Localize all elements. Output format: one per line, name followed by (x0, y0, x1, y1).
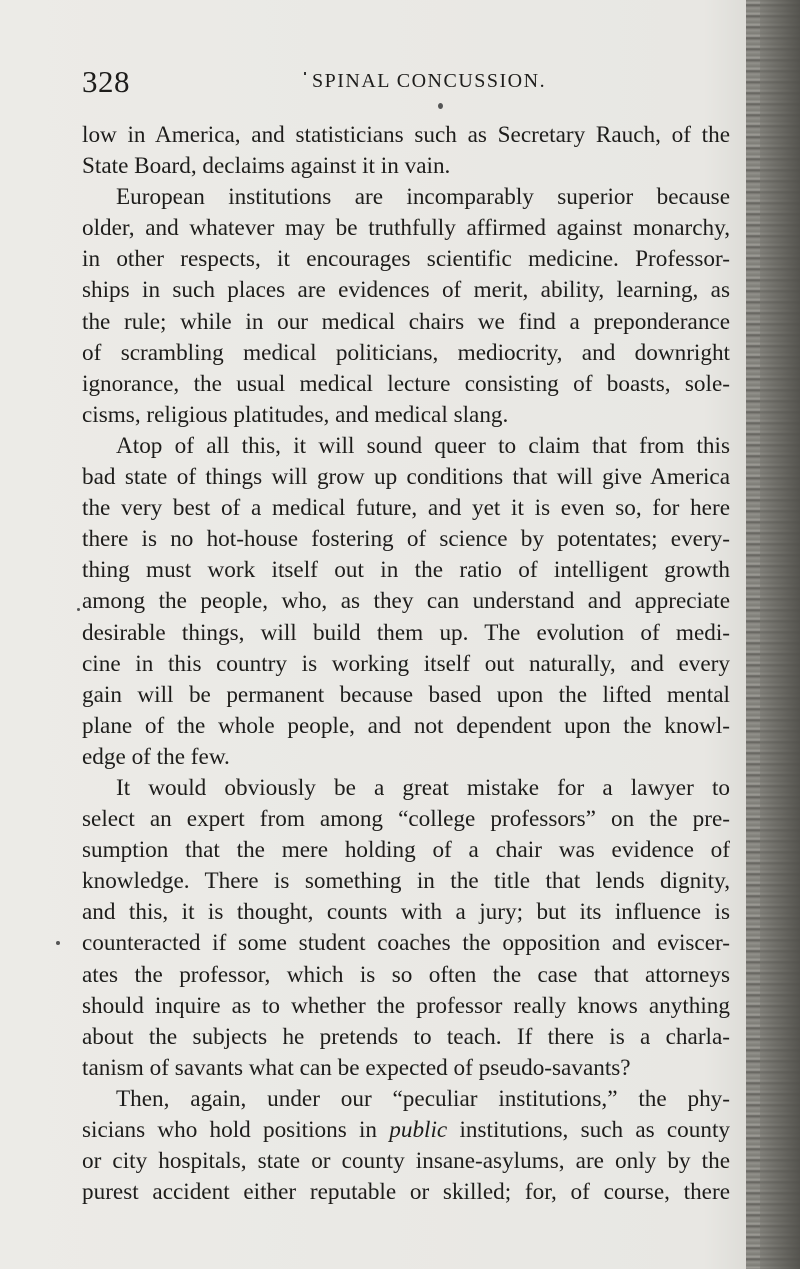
text-line: tanism of savants what can be expected of pseudo-savants? (82, 1054, 631, 1081)
text-run: institutions, such as county (447, 1117, 730, 1143)
text-line: Then, again, under our “peculiar institutions,” the phy- (116, 1085, 730, 1112)
text-line: State Board, declaims against it in vain. (82, 153, 451, 180)
text-line: there is no hot-house fostering of science by potentates; every- (82, 526, 730, 553)
text-line: sumption that the mere holding of a chair was evidence of (82, 837, 730, 864)
text-line: thing must work itself out in the ratio of intelligent growth (82, 557, 730, 584)
text-line: the very best of a medical future, and yet it is even so, for here (82, 495, 730, 522)
text-line: gain will be permanent because based upon the lifted mental (82, 681, 730, 708)
text-line: knowledge. There is something in the title that lends dignity, (82, 868, 730, 895)
text-line: cine in this country is working itself out naturally, and every (82, 650, 730, 677)
text-line: select an expert from among “college professors” on the pre- (82, 806, 730, 833)
text-run: sicians who hold positions in (82, 1117, 390, 1143)
text-line: ignorance, the usual medical lecture consisting of boasts, sole- (82, 370, 730, 397)
text-line: about the subjects he pretends to teach. If there is a charla- (82, 1023, 730, 1050)
page-edge-shadow (746, 0, 800, 1269)
page-header (82, 64, 722, 100)
text-line: It would obviously be a great mistake for a lawyer to (116, 774, 730, 801)
text-line: of scrambling medical politicians, mediocrity, and downright (82, 339, 730, 366)
text-line: among the people, who, as they can understand and appreciate (82, 588, 730, 615)
text-line-with-italic (82, 1115, 730, 1146)
running-head: SPINAL CONCUSSION. (312, 70, 547, 92)
text-line: purest accident either reputable or skilled; for, of course, there (82, 1179, 730, 1206)
text-line: older, and whatever may be truthfully affirmed against monarchy, (82, 215, 730, 242)
ink-speck (438, 103, 443, 109)
text-line: ships in such places are evidences of merit, ability, learning, as (82, 277, 730, 304)
text-line: and this, it is thought, counts with a jury; but its influence is (82, 899, 730, 926)
text-line: Atop of all this, it will sound queer to claim that from this (116, 432, 730, 459)
text-line: the rule; while in our medical chairs we find a preponderance (82, 308, 730, 335)
text-line: counteracted if some student coaches the opposition and eviscer- (82, 930, 730, 957)
ink-speck (56, 941, 60, 945)
text-line: or city hospitals, state or county insane-asylums, are only by the (82, 1148, 730, 1175)
text-line: cisms, religious platitudes, and medical slang. (82, 401, 509, 428)
text-line: low in America, and statisticians such as Secretary Rauch, of the (82, 122, 730, 148)
text-line: should inquire as to whether the professor really knows anything (82, 992, 730, 1019)
page-number: 328 (82, 64, 130, 99)
text-line: plane of the whole people, and not dependent upon the knowl- (82, 712, 730, 739)
text-line: in other respects, it encourages scientific medicine. Professor- (82, 246, 730, 273)
text-line: desirable things, will build them up. The evolution of medi- (82, 619, 730, 646)
text-line: ates the professor, which is so often the case that attorneys (82, 961, 730, 988)
italic-word: public (389, 1117, 448, 1143)
text-line: European institutions are incomparably superior because (116, 184, 730, 211)
text-line: edge of the few. (82, 743, 230, 770)
ink-speck (77, 608, 80, 611)
body-text (82, 120, 730, 1208)
text-line: bad state of things will grow up conditions that will give America (82, 464, 730, 491)
